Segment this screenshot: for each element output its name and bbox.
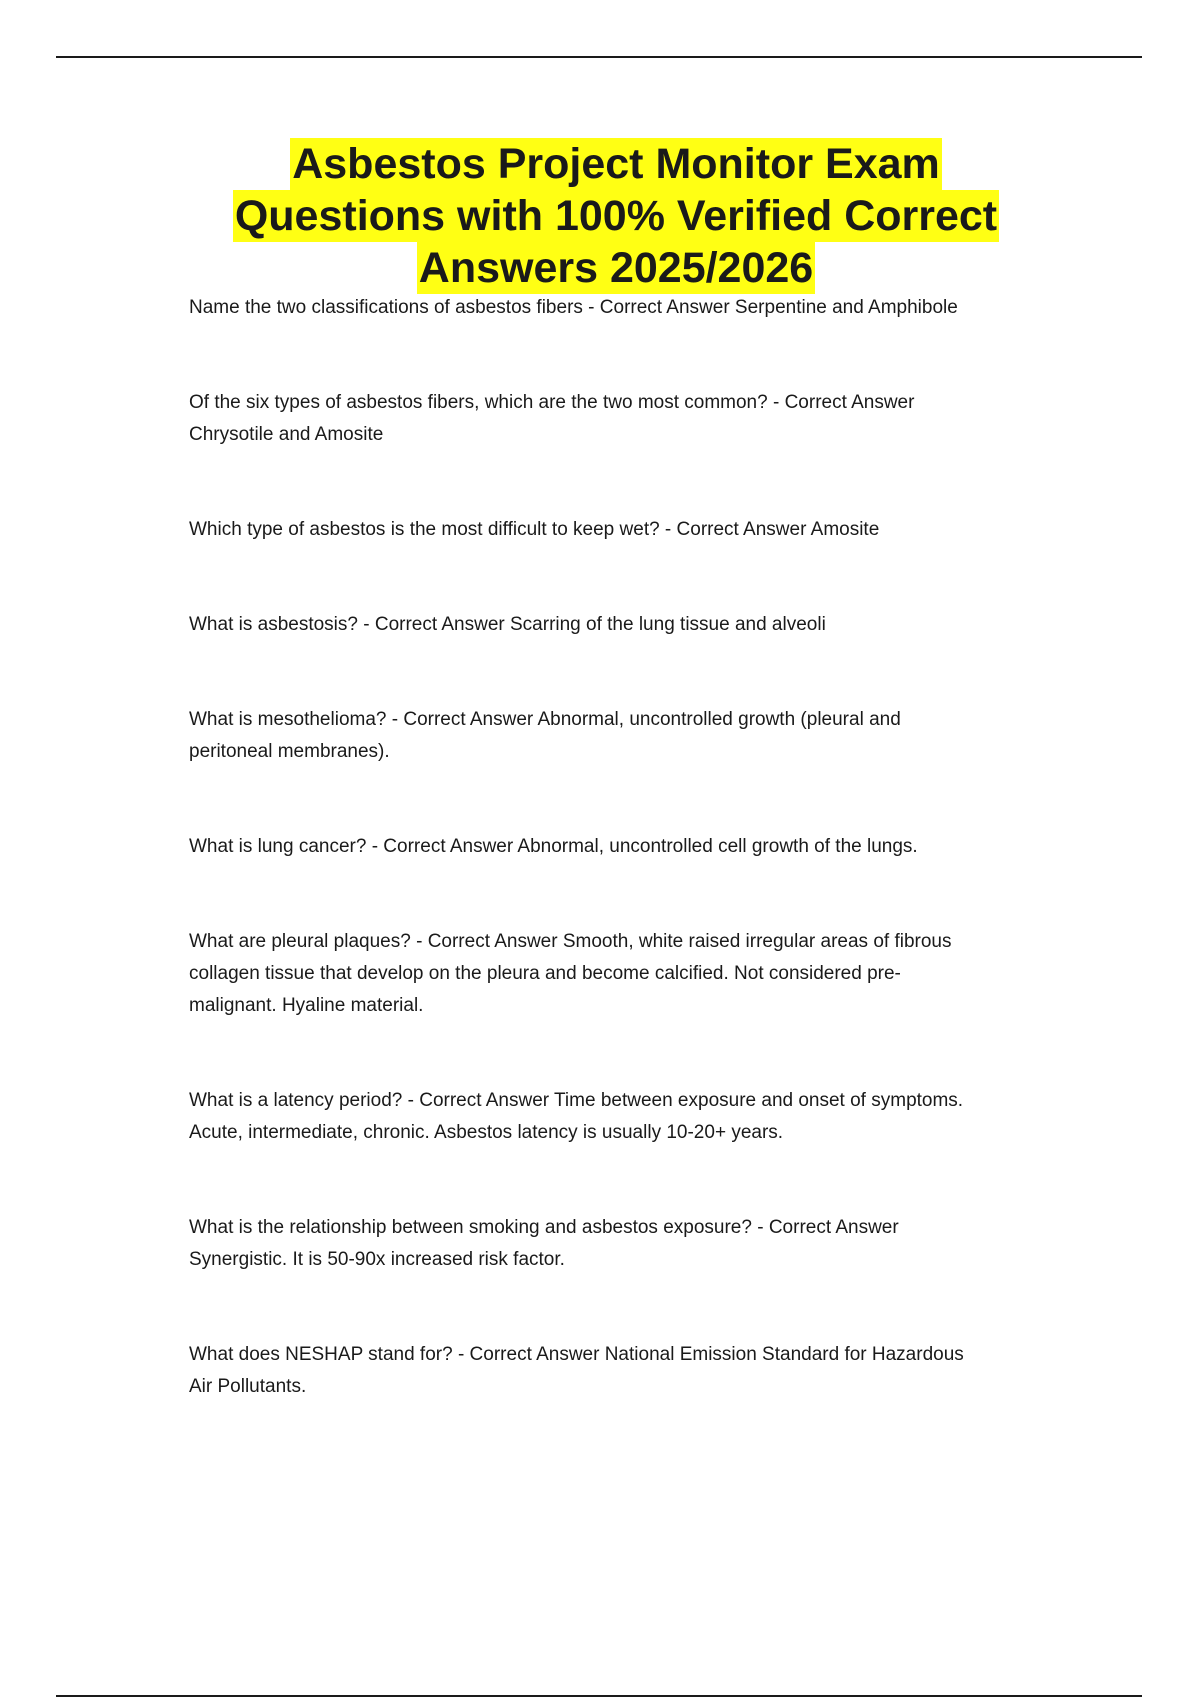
qa-line: What is a latency period? - Correct Answer Time between exposure and onset of symptoms. [189,1090,964,1111]
qa-item [189,609,1069,641]
qa-line: What is mesothelioma? - Correct Answer Abnormal, uncontrolled growth (pleural and [189,709,901,730]
qa-item [189,387,1069,451]
qa-line: Synergistic. It is 50-90x increased risk factor. [189,1249,565,1270]
qa-item [189,514,1069,546]
title-line-1: Asbestos Project Monitor Exam [292,140,940,188]
qa-line: Name the two classifications of asbestos fibers - Correct Answer Serpentine and Amphibole [189,297,958,318]
qa-item [189,704,1069,768]
qa-line: What does NESHAP stand for? - Correct Answer National Emission Standard for Hazardous [189,1344,964,1365]
qa-line: collagen tissue that develop on the pleura and become calcified. Not considered pre- [189,963,901,984]
qa-item [189,1212,1069,1276]
qa-line: What is the relationship between smoking and asbestos exposure? - Correct Answer [189,1217,899,1238]
qa-line: peritoneal membranes). [189,741,390,762]
title-line-3: Answers 2025/2026 [418,244,814,292]
qa-item [189,292,1069,324]
qa-item [189,831,1069,863]
qa-item [189,926,1069,1022]
document-title [150,138,1082,294]
qa-item [189,1339,1069,1403]
qa-line: Of the six types of asbestos fibers, which are the two most common? - Correct Answer [189,392,915,413]
bottom-rule [56,1695,1142,1697]
qa-line: Air Pollutants. [189,1376,307,1397]
qa-line: What is lung cancer? - Correct Answer Abnormal, uncontrolled cell growth of the lungs. [189,836,918,857]
qa-line: What are pleural plaques? - Correct Answer Smooth, white raised irregular areas of fibrous [189,931,952,952]
top-rule [56,56,1142,58]
title-line-2: Questions with 100% Verified Correct [234,192,998,240]
qa-line: malignant. Hyaline material. [189,995,424,1016]
qa-item [189,1085,1069,1149]
qa-line: What is asbestosis? - Correct Answer Scarring of the lung tissue and alveoli [189,614,826,635]
qa-line: Chrysotile and Amosite [189,424,384,445]
qa-line: Which type of asbestos is the most difficult to keep wet? - Correct Answer Amosite [189,519,880,540]
qa-line: Acute, intermediate, chronic. Asbestos latency is usually 10-20+ years. [189,1122,784,1143]
